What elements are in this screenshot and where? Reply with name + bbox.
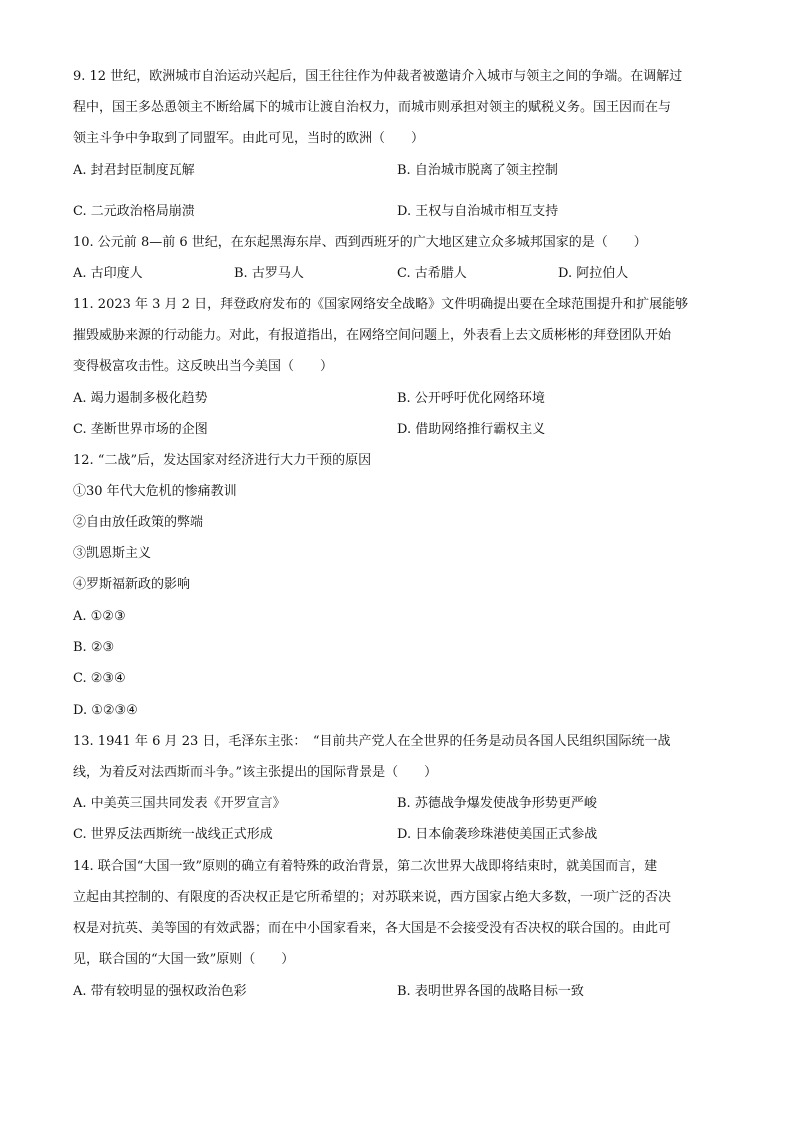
question-13-option-a: A. 中美英三国共同发表《开罗宣言》: [73, 796, 286, 811]
question-14-stem-line-4: 见，联合国的“大国一致”原则（ ）: [73, 952, 295, 967]
question-14-option-b: B. 表明世界各国的战略目标一致: [397, 984, 584, 999]
question-13-option-d: D. 日本偷袭珍珠港使美国正式参战: [397, 827, 598, 842]
question-11-option-b: B. 公开呼吁优化网络环境: [397, 391, 545, 406]
question-12-item-1: ①30 年代大危机的惨痛教训: [73, 484, 237, 499]
question-12-option-c: C. ②③④: [73, 671, 126, 686]
question-10-option-d: D. 阿拉伯人: [558, 266, 629, 281]
question-10-stem: 10. 公元前 8—前 6 世纪，在东起黑海东岸、西到西班牙的广大地区建立众多城邦国家的是（ ）: [73, 235, 647, 250]
question-9-option-a: A. 封君封臣制度瓦解: [73, 163, 195, 178]
question-11-stem-line-2: 摧毁威胁来源的行动能力。对此，有报道指出，在网络空间问题上，外表看上去文质彬彬的拜登团队开始: [73, 328, 672, 343]
question-12-option-b: B. ②③: [73, 640, 115, 655]
question-13-stem-line-1: 13. 1941 年 6 月 23 日，毛泽东主张： “目前共产党人在全世界的任务是动员各国人民组织国际统一战: [73, 734, 671, 749]
question-11-option-a: A. 竭力遏制多极化趋势: [73, 391, 208, 406]
question-12-item-3: ③凯恩斯主义: [73, 546, 152, 561]
question-9-stem-line-2: 程中，国王多怂恿领主不断给属下的城市让渡自治权力，而城市则承担对领主的赋税义务。国王因而在与: [73, 100, 672, 115]
question-14-option-a: A. 带有较明显的强权政治色彩: [73, 984, 247, 999]
question-11-stem-line-3: 变得极富攻击性。这反映出当今美国（ ）: [73, 359, 334, 374]
question-13-option-c: C. 世界反法西斯统一战线正式形成: [73, 827, 273, 842]
question-9-option-d: D. 王权与自治城市相互支持: [397, 204, 559, 219]
question-9-option-c: C. 二元政治格局崩溃: [73, 204, 195, 219]
question-13-option-b: B. 苏德战争爆发使战争形势更严峻: [397, 796, 597, 811]
question-12-item-2: ②自由放任政策的弊端: [73, 515, 204, 530]
question-9-stem-line-3: 领主斗争中争取到了同盟军。由此可见，当时的欧洲（ ）: [73, 131, 425, 146]
question-10-option-a: A. 古印度人: [73, 266, 143, 281]
question-11-option-d: D. 借助网络推行霸权主义: [397, 422, 546, 437]
question-12-option-d: D. ①②③④: [73, 703, 138, 718]
question-14-stem-line-3: 权是对抗英、美等国的有效武器；而在中小国家看来，各大国是不会接受没有否决权的联合国的。由此可: [73, 921, 672, 936]
question-14-stem-line-1: 14. 联合国“大国一致”原则的确立有着特殊的政治背景，第二次世界大战即将结束时，就美国而言，建: [73, 859, 658, 874]
question-10-option-b: B. 古罗马人: [234, 266, 304, 281]
question-9-option-b: B. 自治城市脱离了领主控制: [397, 163, 558, 178]
question-12-stem: 12. “二战”后，发达国家对经济进行大力干预的原因: [73, 453, 372, 468]
question-12-item-4: ④罗斯福新政的影响: [73, 577, 191, 592]
question-14-stem-line-2: 立起由其控制的、有限度的否决权正是它所希望的；对苏联来说，西方国家占绝大多数，一项广泛的否决: [73, 890, 672, 905]
question-12-option-a: A. ①②③: [73, 609, 126, 624]
question-9-stem-line-1: 9. 12 世纪，欧洲城市自治运动兴起后，国王往往作为仲裁者被邀请介入城市与领主之间的争端。在调解过: [73, 69, 683, 84]
question-11-stem-line-1: 11. 2023 年 3 月 2 日，拜登政府发布的《国家网络安全战略》文件明确提出要在全球范围提升和扩展能够: [73, 297, 689, 312]
question-13-stem-line-2: 线，为着反对法西斯而斗争。”该主张提出的国际背景是（ ）: [73, 765, 438, 780]
question-11-option-c: C. 垄断世界市场的企图: [73, 422, 208, 437]
question-10-option-c: C. 古希腊人: [397, 266, 467, 281]
